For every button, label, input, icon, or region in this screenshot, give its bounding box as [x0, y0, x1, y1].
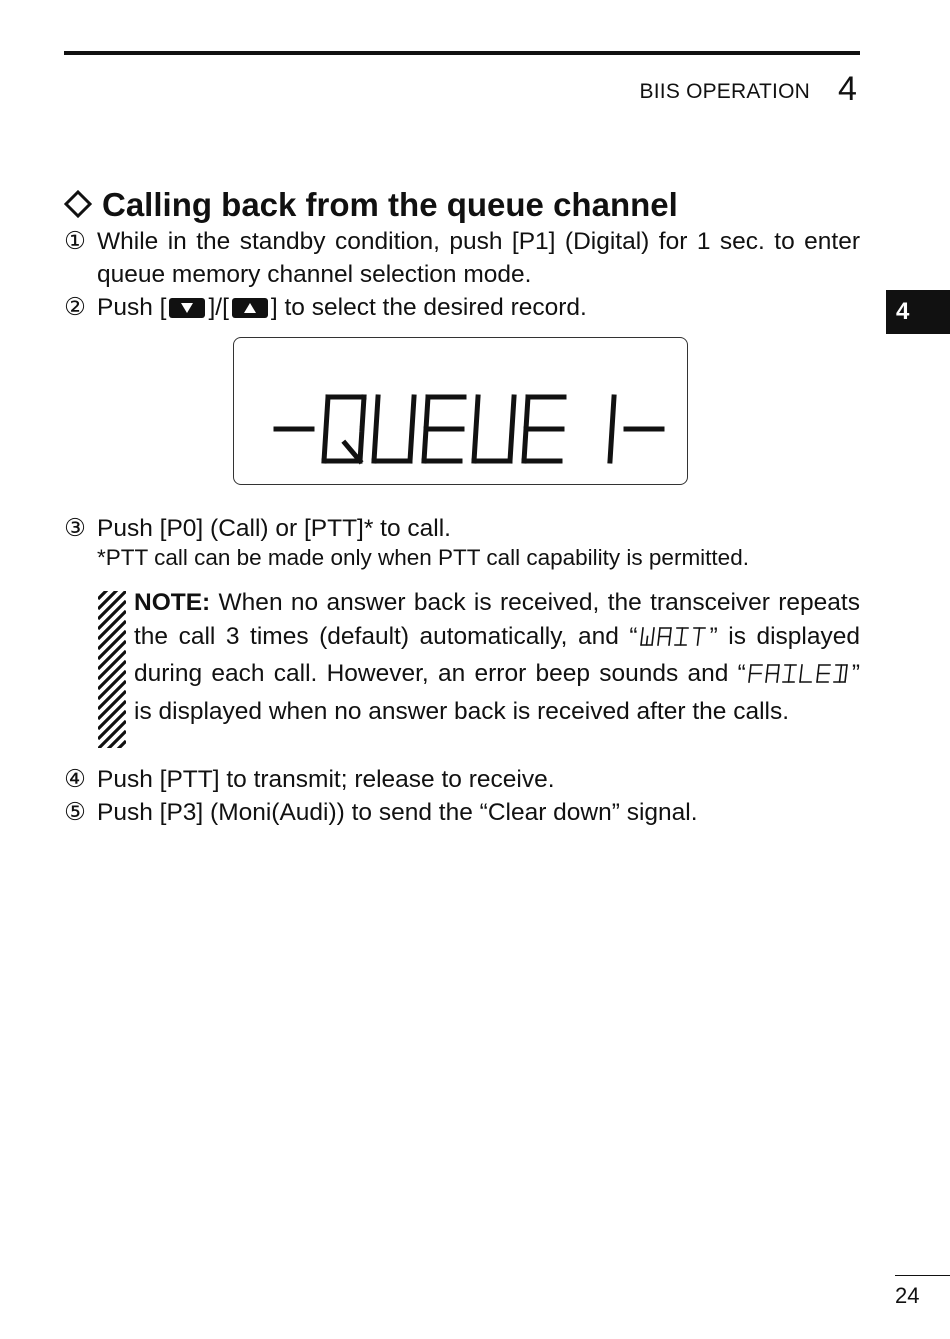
lcd-segment-char: [641, 628, 654, 645]
step-4: [64, 763, 860, 796]
lcd-display-graphic: [234, 338, 686, 483]
lcd-segment-char: [834, 665, 847, 682]
running-head: BIIS OPERATION: [639, 80, 810, 103]
step-number: ①: [64, 228, 86, 255]
diamond-outline-icon: [64, 186, 102, 224]
lcd-segment-char: [766, 665, 779, 682]
footnote: *PTT call can be made only when PTT call capability is permitted.: [97, 545, 749, 570]
step-1: [64, 225, 860, 291]
lcd-display: [233, 337, 688, 485]
step-number: ⑤: [64, 799, 86, 826]
lcd-segment-char: [374, 397, 414, 461]
step-number: ②: [64, 294, 86, 321]
step-number: ③: [64, 515, 86, 542]
page-number: 24: [895, 1283, 920, 1308]
lcd-segment-char: [694, 628, 705, 645]
step-text: Push [PTT] to transmit; release to receive.: [97, 766, 555, 793]
note-block: NOTE: When no answer back is received, the transceiver repeats the call 3 times (default) automatically, and “ ” is displayed during each call. However, an error beep sounds and “ ” is displayed when no answer back is received after the calls.: [134, 589, 861, 725]
chapter-number: 4: [838, 70, 857, 108]
note-label: NOTE:: [134, 589, 211, 616]
section-title: [64, 186, 678, 224]
step-text: Push [P3] (Moni(Audi)) to send the “Clear down” signal.: [97, 799, 698, 826]
top-rule: [64, 51, 860, 55]
lcd-segment-char: [610, 397, 614, 461]
step-3: [64, 512, 860, 545]
footer-rule: [895, 1275, 950, 1276]
lcd-segment-char: [749, 665, 762, 682]
step-text: Push [ ]/[ ] to select the desired record.: [97, 294, 587, 321]
lcd-segment-char: [783, 665, 796, 682]
step-5: [64, 796, 860, 829]
lcd-word-wait: [639, 624, 709, 658]
section-title-text: Calling back from the queue channel: [102, 186, 678, 223]
chapter-side-tab: 4: [886, 290, 950, 334]
lcd-segment-char: [474, 397, 514, 461]
lcd-segment-char: [424, 397, 464, 461]
down-arrow-key-icon: [169, 298, 205, 318]
lcd-segment-char: [800, 665, 811, 682]
hatched-bar-icon: [98, 591, 126, 748]
lcd-segment-char: [324, 397, 364, 461]
step-number: ④: [64, 766, 86, 793]
step-text: While in the standby condition, push [P1] (Digital) for 1 sec. to enter queue memory channel selection mode.: [97, 228, 860, 288]
up-arrow-key-icon: [232, 298, 268, 318]
lcd-segment-char: [658, 628, 671, 645]
step-text: Push [P0] (Call) or [PTT]* to call.: [97, 515, 451, 542]
lcd-segment-char: [524, 397, 564, 461]
lcd-segment-char: [817, 665, 830, 682]
step-2: [64, 291, 860, 324]
lcd-word-failed: [747, 661, 851, 695]
lcd-segment-char: [675, 628, 688, 645]
